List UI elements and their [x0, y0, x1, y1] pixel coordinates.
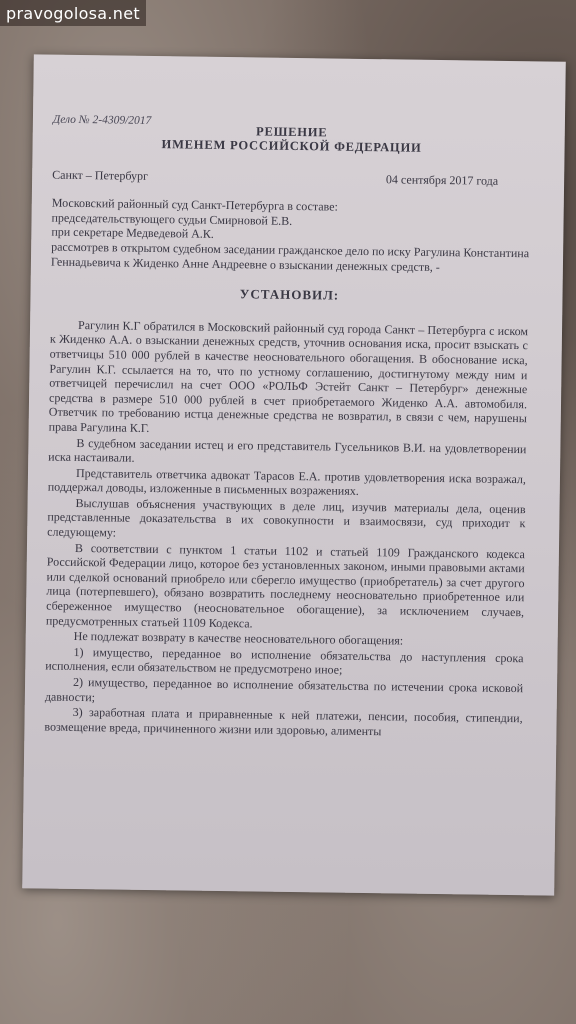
paragraph: В соответствии с пунктом 1 статьи 1102 и статьей 1109 Гражданского кодекса Российской Федерации лицо, которое без установленных законом, иными правовыми актами или сделкой оснований приобрело или сберегло имущество (приобретатель) за счет другого лица (потерпевшего), обязано возвратить последнему неосновательно приобретенное или сбереженное имущество (неосновательное обогащение), за исключением случаев, предусмотренных статьей 1109 Кодекса. — [45, 540, 526, 631]
list-item: 3) заработная плата и приравненные к ней платежи, пенсии, пособия, стипендии, возмещение вреда, причиненного жизни или здоровью, алименты — [44, 705, 523, 739]
paragraph: Представитель ответчика адвокат Тарасов Е.А. против удовлетворения иска возражал, поддержал доводы, изложенные в письменных возражениях. — [47, 465, 527, 499]
paragraph: Рагулин К.Г обратился в Московский районный суд города Санкт – Петербурга с иском к Жиденко А.А. о взыскании денежных средств, уточнив основания иска, просит взыскать с ответчицы 510 000 рублей в качестве неосновательного обогащения. В обоснование иска, Рагулин К.Г. ссылается на то, что по устному соглашению, достигнутому между ним и ответчицей перечислил на счет ООО «РОЛЬФ Эстейт Санкт – Петербург» денежные средства в размере 510 000 рублей в счет приобретаемого Жиденко А.А. автомобиля. Ответчик по требованию истца денежные средства не возвратил, в связи с чем, нарушены права Рагулина К.Г. — [48, 317, 529, 435]
paragraph: Не подлежат возврату в качестве неосновательного обогащения: — [73, 629, 404, 648]
intro-case: рассмотрев в открытом судебном заседании гражданское дело по иску Рагулина Константина Геннадьевича к Жиденко Анне Андреевне о взыскании денежных средств, - — [50, 239, 530, 274]
list-item: 1) имущество, переданное во исполнение обязательства до наступления срока исполнения, если обязательством не предусмотрено иное; — [45, 644, 524, 678]
intro-court: Московский районный суд Санкт-Петербурга в составе: — [51, 195, 338, 214]
intro-judge: председательствующего судьи Смирновой Е.В. — [51, 210, 293, 228]
case-number: Дело № 2-4309/2017 — [52, 113, 152, 127]
paragraph: В судебном заседании истец и его представитель Гусельников В.И. на удовлетворении иска настаивали. — [48, 435, 527, 465]
intro-block — [51, 196, 530, 276]
document-subtitle: ИМЕНЕМ РОССИЙСКОЙ ФЕДЕРАЦИИ — [161, 136, 422, 155]
decision-date: 04 сентября 2017 года — [385, 171, 499, 188]
paragraph: Выслушав объяснения участвующих в деле лиц, изучив материалы дела, оценив представленные доказательства в их совокупности и взаимосвязи, суд приходит к следующему: — [47, 495, 526, 540]
list-item: 2) имущество, переданное во исполнение обязательства по истечении срока исковой давности; — [44, 674, 524, 704]
document-title: РЕШЕНИЕ — [255, 124, 328, 140]
place-date-row — [52, 167, 530, 188]
court-decision-page — [22, 54, 566, 895]
site-watermark: pravogolosa.net — [0, 0, 146, 26]
intro-secretary: при секретаре Медведевой А.К. — [51, 224, 214, 242]
section-heading: УСТАНОВИЛ: — [239, 286, 340, 303]
city: Санкт – Петербург — [52, 167, 149, 183]
